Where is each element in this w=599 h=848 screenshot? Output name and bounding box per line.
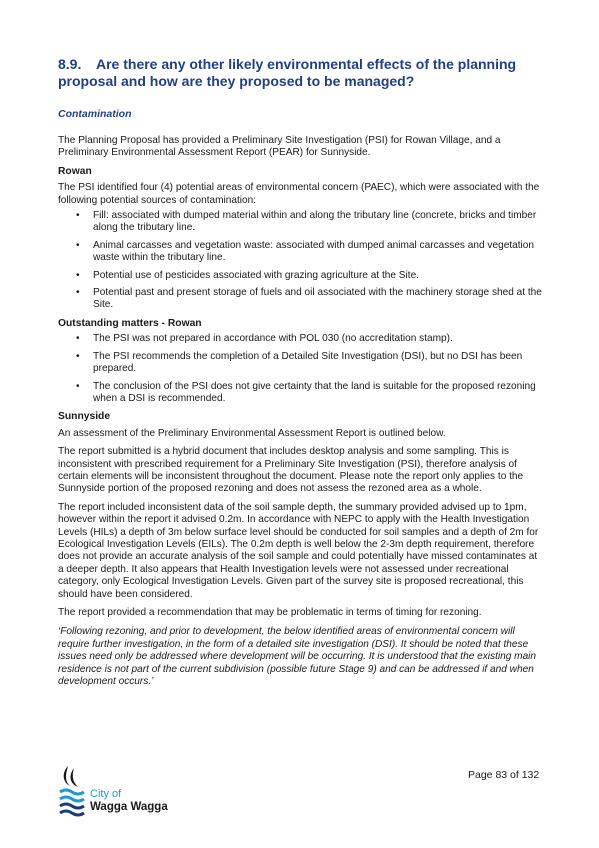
list-item — [58, 240, 542, 265]
list-item-text: Fill: associated with dumped material within and along the tributary line (concrete, bricks and timber along the tributary line. — [93, 210, 537, 234]
sunnyside-para-3: The report included inconsistent data of the soil sample depth, the summary provided advised up to 1pm, however within the report it advised 0.2m. In accordance with NEPC to apply with the Health Investigation Levels (HILs) a depth of 3m below surface level should be conducted for soil samples and a depth of 2m for Ecological Investigation Levels (EILs). The 0.2m depth is well below the 2-3m depth requirement, therefore does not provide an accurate analysis of the soil sample and could potentially have missed contaminates at a deeper depth. It also appears that Health Investigation levels were not assessed under recreational category, only Ecological Investigation Levels. Given part of the survey site is proposed recreational, this should have been considered. — [58, 501, 539, 600]
sunnyside-para-4: The report provided a recommendation that may be problematic in terms of timing for rezoning. — [58, 607, 482, 618]
logo-text-city: City of — [90, 788, 122, 800]
list-item — [58, 333, 542, 345]
rowan-list — [58, 210, 542, 312]
section-title: Are there any other likely environmental effects of the planning proposal and how are they proposed to be managed? — [58, 56, 517, 89]
logo-text-name: Wagga Wagga — [90, 801, 168, 813]
sunnyside-quote: ‘Following rezoning, and prior to development, the below identified areas of environmental concern will require further investigation, in the form of a detailed site investigation (DSI). It should be noted that these issues need only be addressed where development will be occurring. It is understood that the existing main residence is not part of the current subdivision (possible future Stage 9) and can be addressed if and when development occurs.’ — [58, 626, 537, 688]
list-item-text: Animal carcasses and vegetation waste: associated with dumped animal carcasses and vegetation waste within the tributary line. — [93, 239, 535, 264]
outstanding-list — [58, 333, 542, 405]
sunnyside-para-1: An assessment of the Preliminary Environmental Assessment Report is outlined below. — [58, 427, 446, 439]
list-item-text: The PSI recommends the completion of a Detailed Site Investigation (DSI), but no DSI has been prepared. — [93, 350, 523, 375]
sunnyside-para-2: The report submitted is a hybrid document that includes desktop analysis and some sampling. This is inconsistent with prescribed requirement for a Preliminary Site Investigation (PSI), therefore analysis of certain elements will be inconsistent throughout the document. Please note the report only applies to the Sunnyside portion of the proposed rezoning and does not assess the rezoned area as a whole. — [58, 446, 524, 495]
section-number: 8.9. — [58, 56, 82, 72]
list-item — [58, 210, 542, 235]
outstanding-heading: Outstanding matters - Rowan — [58, 317, 202, 329]
list-item-text: Potential use of pesticides associated with grazing agriculture at the Site. — [93, 269, 419, 281]
bullet-icon: • — [76, 210, 80, 222]
list-item-text: The PSI was not prepared in accordance with POL 030 (no accreditation stamp). — [93, 333, 453, 345]
contamination-subheading: Contamination — [58, 108, 132, 120]
rowan-heading: Rowan — [58, 165, 92, 177]
rowan-intro: The PSI identified four (4) potential areas of environmental concern (PAEC), which were associated with the following potential sources of contamination: — [58, 182, 540, 206]
logo-mark-icon — [58, 762, 88, 822]
bullet-icon: • — [76, 380, 80, 392]
list-item — [58, 287, 542, 312]
bullet-icon: • — [76, 239, 80, 251]
list-item — [58, 270, 542, 282]
bullet-icon: • — [76, 350, 80, 362]
city-logo — [58, 762, 218, 822]
list-item — [58, 381, 542, 406]
list-item-text: Potential past and present storage of fuels and oil associated with the machinery storage shed at the Site. — [93, 287, 542, 311]
list-item-text: The conclusion of the PSI does not give certainty that the land is suitable for the proposed rezoning when a DSI is recommended. — [93, 380, 536, 404]
sunnyside-heading: Sunnyside — [58, 411, 111, 423]
page-number: Page 83 of 132 — [468, 769, 540, 781]
bullet-icon: • — [76, 333, 80, 345]
list-item — [58, 351, 542, 376]
bullet-icon: • — [76, 269, 80, 281]
section-heading — [58, 56, 542, 90]
document-page — [58, 56, 542, 688]
bullet-icon: • — [76, 287, 80, 299]
intro-paragraph: The Planning Proposal has provided a Preliminary Site Investigation (PSI) for Rowan Village, and a Preliminary Environmental Assessment Report (PEAR) for Sunnyside. — [58, 135, 501, 159]
